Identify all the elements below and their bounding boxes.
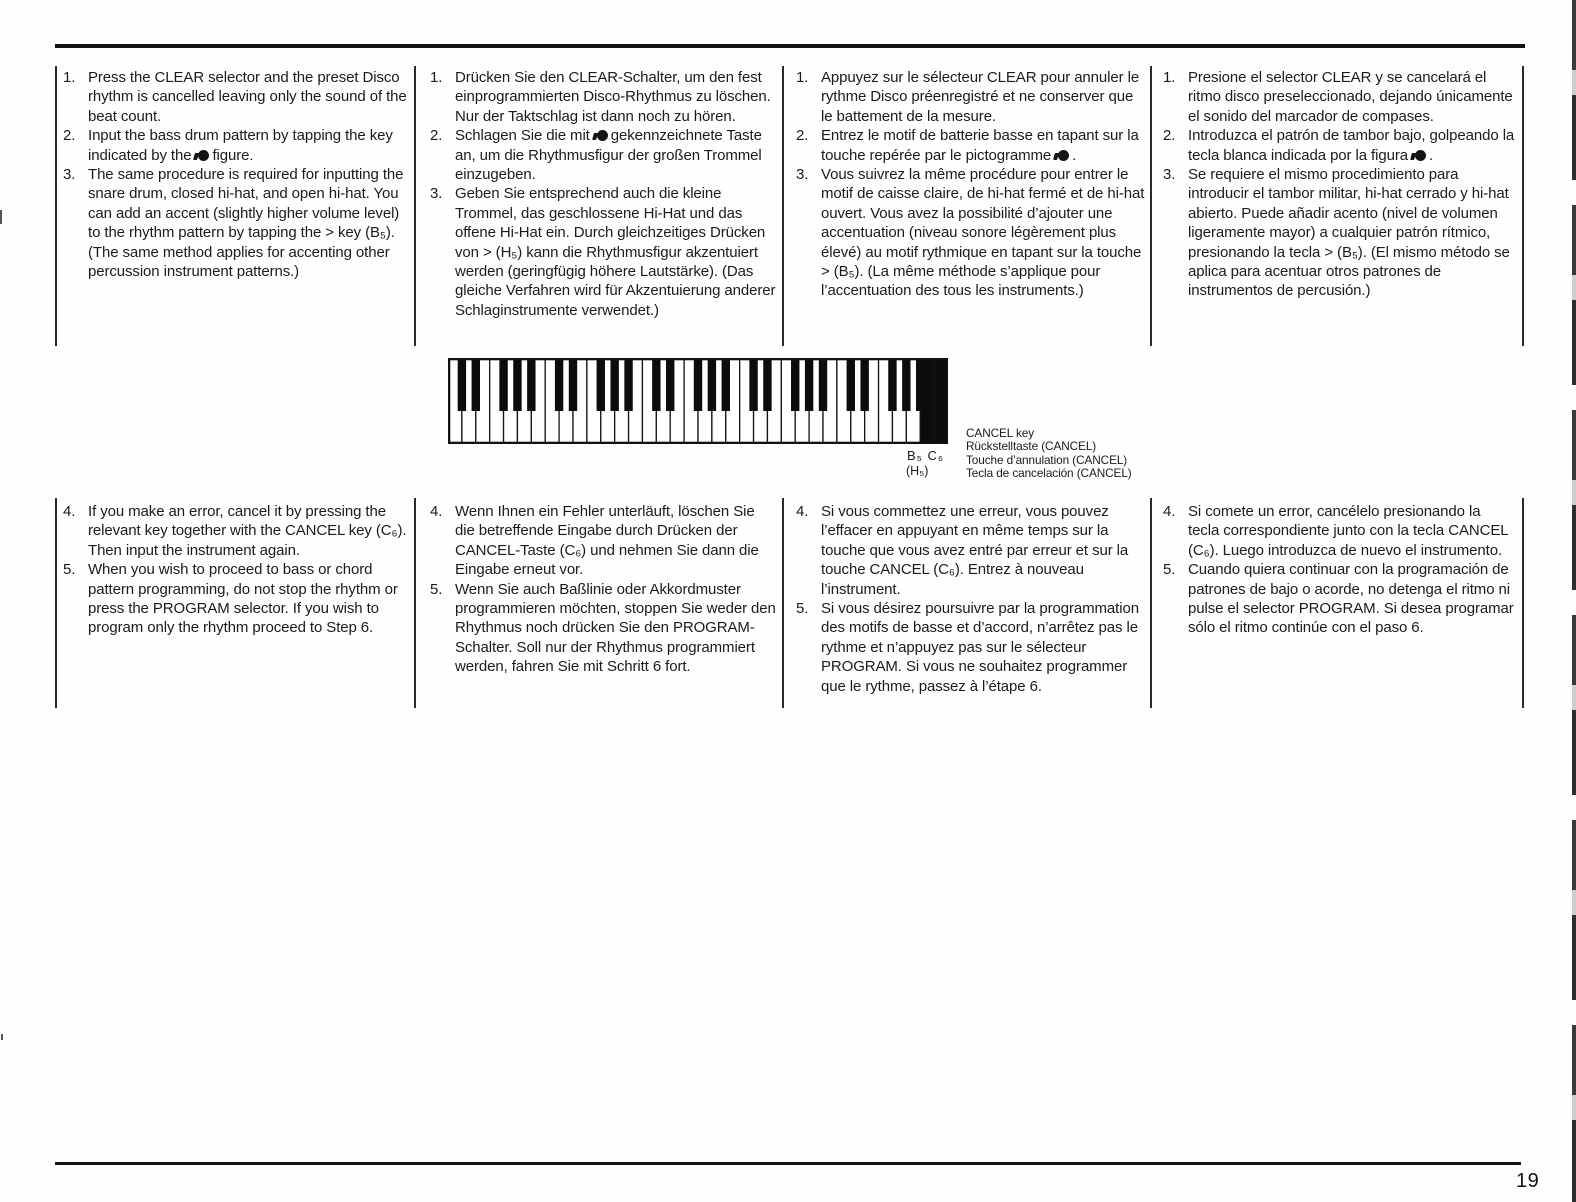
column-divider <box>782 66 784 346</box>
step-text: When you wish to proceed to bass or chord pattern programming, do not stop the rhythm or press the PROGRAM selector. If you wish to program only the rhythm proceed to Step 6. <box>88 561 398 637</box>
bass-drum-icon <box>1411 150 1426 161</box>
step-number: 4. <box>430 503 443 520</box>
caption-line-fr: Touche d’annulation (CANCEL) <box>966 452 1128 467</box>
scan-tick-artifact <box>1 1034 3 1040</box>
step-text: Drücken Sie den CLEAR-Schalter, um den fest einprogrammierten Disco-Rhythmus zu löschen. Nur der Taktschlag ist dann noch zu hören. <box>455 69 771 125</box>
step-text: Wenn Ihnen ein Fehler unterläuft, löschen Sie die betreffende Eingabe durch Drücken der CANCEL-Taste (C₆) und nehmen Sie dann die Eingabe erneut vor. <box>455 503 759 579</box>
step-number: 3. <box>63 166 76 184</box>
step-number: 5. <box>63 561 76 579</box>
bottom-rule <box>55 1162 1521 1165</box>
highlighted-keys-label: B₅ C₆ <box>907 448 945 463</box>
step-text: Presione el selector CLEAR y se cancelará el ritmo disco preseleccionado, dejando únicamente el sonido del marcador de compases. <box>1188 69 1513 125</box>
step-number: 2. <box>796 127 809 145</box>
column-french-lower <box>796 502 1146 696</box>
step-text: Appuyez sur le sélecteur CLEAR pour annuler le rythme Disco préenregistré et ne conserver que le battement de la mesure. <box>821 69 1140 125</box>
step-3-de <box>430 184 778 320</box>
top-rule <box>55 44 1525 48</box>
column-english-upper <box>63 68 408 281</box>
column-spanish-upper <box>1163 68 1515 301</box>
step-2-fr <box>796 126 1146 165</box>
step-text: Press the CLEAR selector and the preset Disco rhythm is cancelled leaving only the sound of the beat count. <box>88 69 407 125</box>
step-number: 4. <box>63 503 76 520</box>
highlighted-keys-label-alt: (H₅) <box>906 464 929 478</box>
step-number: 3. <box>796 166 809 184</box>
bass-drum-icon <box>593 130 608 141</box>
column-divider <box>414 66 416 346</box>
step-1-fr <box>796 68 1146 126</box>
bass-drum-icon <box>194 150 209 161</box>
step-text: Si vous commettez une erreur, vous pouvez l’effacer en appuyant en même temps sur la touche que vous avez entré par erreur et sur la touche CANCEL (C₆). Entrez à nouveau l’instrument. <box>821 503 1129 598</box>
step-2-es <box>1163 126 1515 165</box>
step-text: Se requiere el mismo procedimiento para introducir el tambor militar, hi-hat cerrado y hi-hat abierto. Puede añadir acento (nivel de volumen ligeramente mayor) a cualquier patrón rítmico, presionando la tecla > (B₅). (El mismo método se aplica para acentuar otros patrones de instrumentos de percusión.) <box>1188 166 1510 300</box>
caption-line-de: Rückstelltaste (CANCEL) <box>966 439 1097 454</box>
step-number: 2. <box>430 127 443 145</box>
bass-drum-icon <box>1054 150 1069 161</box>
step-text: Introduzca el patrón de tambor bajo, golpeando la tecla blanca indicada por la figura . <box>1188 127 1515 164</box>
step-1-es <box>1163 68 1515 126</box>
step-number: 3. <box>1163 166 1176 184</box>
caption-line-en: CANCEL key <box>966 426 1035 440</box>
step-number: 1. <box>63 69 76 86</box>
column-german-upper <box>430 68 778 320</box>
step-number: 4. <box>796 503 809 520</box>
column-german-lower <box>430 502 778 677</box>
step-3-fr <box>796 165 1146 301</box>
column-divider <box>414 498 416 708</box>
caption-line-es: Tecla de cancelación (CANCEL) <box>966 466 1132 481</box>
step-number: 3. <box>430 185 443 203</box>
step-number: 5. <box>1163 561 1176 579</box>
column-divider <box>782 498 784 708</box>
column-divider <box>1522 498 1524 708</box>
page-number: 19 <box>1516 1170 1540 1192</box>
step-4-de <box>430 502 778 580</box>
step-5-es <box>1163 560 1515 638</box>
step-text: If you make an error, cancel it by pressing the relevant key together with the CANCEL key (C₆). Then input the instrument again. <box>88 503 407 559</box>
step-text: Geben Sie entsprechend auch die kleine Trommel, das geschlossene Hi-Hat und das offene Hi-Hat ein. Durch gleichzeitiges Drücken von > (H₅) kann die Rhythmusfigur akzentuiert werden (geringfügig höhere Lautstärke). (Das gleiche Verfahren wird für Akzentuierung anderer Schlaginstrumente verwendet.) <box>455 185 776 319</box>
step-5-fr <box>796 599 1146 696</box>
step-text: Schlagen Sie die mit gekennzeichnete Taste an, um die Rhythmusfigur der großen Trommel einzugeben. <box>455 127 762 184</box>
step-number: 5. <box>796 600 809 618</box>
step-number: 1. <box>430 69 443 86</box>
step-text: Input the bass drum pattern by tapping the key indicated by the figure. <box>88 127 393 164</box>
step-3-en <box>63 165 408 281</box>
step-text: Cuando quiera continuar con la programación de patrones de bajo o acorde, no detenga el ritmo ni pulse el selector PROGRAM. Si desea programar sólo el ritmo continúe con el paso 6. <box>1188 561 1514 637</box>
step-number: 2. <box>63 127 76 145</box>
column-english-lower <box>63 502 408 638</box>
step-text: Si comete un error, cancélelo presionando la tecla correspondiente junto con la tecla CANCEL (C₆). Luego introduzca de nuevo el instrumento. <box>1188 503 1508 559</box>
step-4-fr <box>796 502 1146 599</box>
column-divider <box>55 66 57 346</box>
step-3-es <box>1163 165 1515 301</box>
step-text: Entrez le motif de batterie basse en tapant sur la touche repérée par le pictogramme . <box>821 127 1139 164</box>
step-number: 4. <box>1163 503 1176 520</box>
step-text: Vous suivrez la même procédure pour entrer le motif de caisse claire, de hi-hat fermé et de hi-hat ouvert. Vous avez la possibilité d’ajouter une accentuation (niveau sonore légèrement plus élevé) au motif rythmique en tapant sur la touche > (B₅). (La même méthode s’applique pour l’accentuation des tous les instruments.) <box>821 166 1145 300</box>
step-text: Wenn Sie auch Baßlinie oder Akkordmuster programmieren möchten, stoppen Sie weder den Rhythmus noch drücken Sie den PROGRAM-Schalter. Soll nur der Rhythmus programmiert werden, fahren Sie mit Schritt 6 fort. <box>455 580 776 676</box>
column-divider <box>1150 498 1152 708</box>
step-number: 2. <box>1163 127 1176 145</box>
step-1-en <box>63 68 408 126</box>
column-french-upper <box>796 68 1146 301</box>
step-5-de <box>430 580 778 677</box>
step-2-de <box>430 126 778 184</box>
keyboard-illustration <box>448 358 948 444</box>
step-number: 5. <box>430 580 443 598</box>
step-4-es <box>1163 502 1515 560</box>
column-divider <box>55 498 57 708</box>
step-4-en <box>63 502 408 560</box>
cancel-key-caption <box>966 427 1132 481</box>
step-number: 1. <box>796 69 809 86</box>
scan-tick-artifact <box>0 210 2 224</box>
step-1-de <box>430 68 778 126</box>
step-5-en <box>63 560 408 638</box>
step-text: Si vous désirez poursuivre par la programmation des motifs de basse et d’accord, n’arrêtez pas le rythme et n’appuyez pas sur le sélecteur PROGRAM. Si vous ne souhaitez programmer que le rythme, passez à l’étape 6. <box>821 600 1139 695</box>
step-number: 1. <box>1163 69 1176 86</box>
column-spanish-lower <box>1163 502 1515 638</box>
scan-edge-artifact <box>1572 0 1576 1202</box>
step-2-en <box>63 126 408 165</box>
column-divider <box>1150 66 1152 346</box>
column-divider <box>1522 66 1524 346</box>
step-text: The same procedure is required for inputting the snare drum, closed hi-hat, and open hi-hat. You can add an accent (slightly higher volume level) to the rhythm pattern by tapping the > key (B₅). (The same method applies for accenting other percussion instrument patterns.) <box>88 166 404 281</box>
